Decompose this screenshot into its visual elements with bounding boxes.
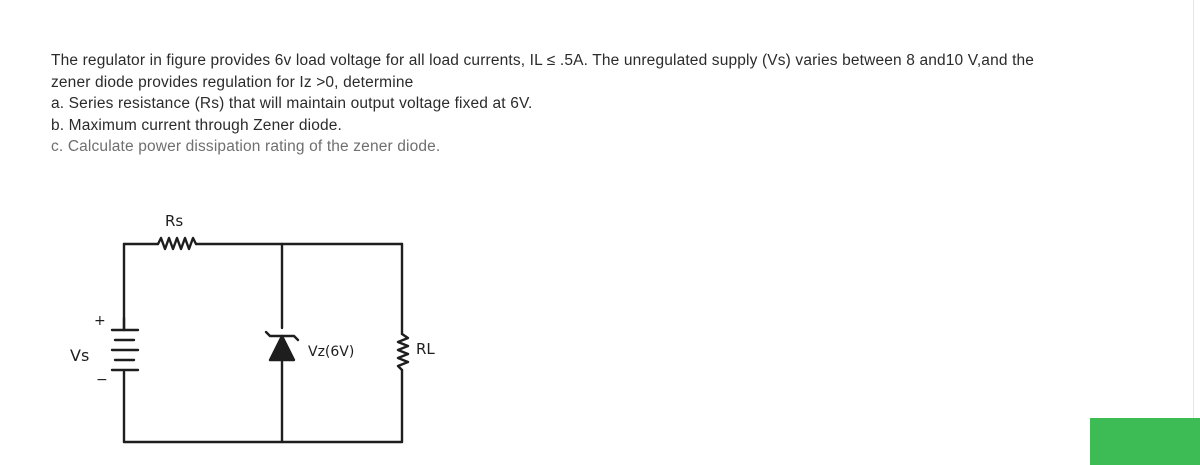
battery-plus-sign: +: [94, 313, 106, 329]
zener-voltage-label: Vz(6V): [308, 344, 355, 360]
battery-minus-sign: −: [96, 372, 108, 388]
rs-label: Rs: [165, 212, 184, 230]
problem-line-2: zener diode provides regulation for Iz >0, determine: [51, 73, 414, 91]
question-b: b. Maximum current through Zener diode.: [51, 116, 343, 134]
question-c: c. Calculate power dissipation rating of the zener diode.: [51, 138, 441, 155]
zener-diode-symbol: [270, 336, 294, 360]
question-a: a. Series resistance (Rs) that will maintain output voltage fixed at 6V.: [51, 95, 533, 112]
source-label-vs: Vs: [70, 346, 90, 365]
green-highlight-patch: [1090, 418, 1200, 465]
load-resistor-rl: [398, 334, 408, 370]
load-label-rl: RL: [416, 340, 435, 358]
series-resistor-rs: [158, 238, 196, 249]
problem-line-1: The regulator in figure provides 6v load voltage for all load currents, IL ≤ .5A. The unregulated supply (Vs) varies between 8 and10 V,and the: [51, 52, 1035, 69]
